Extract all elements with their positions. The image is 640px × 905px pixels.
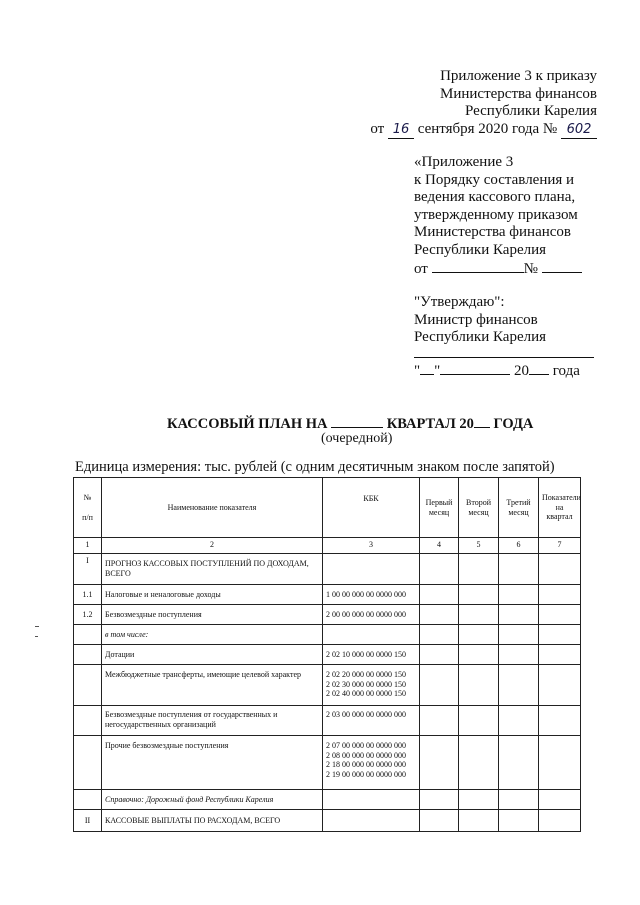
- row-month2: [459, 736, 499, 790]
- approval-year-prefix: 20: [514, 363, 529, 379]
- appendix-line: Министерства финансов: [440, 85, 597, 102]
- row-month3: [499, 605, 539, 625]
- row-quarter: [539, 790, 581, 810]
- row-quarter: [539, 605, 581, 625]
- row-name: Безвозмездные поступления: [102, 605, 323, 625]
- row-month1: [420, 706, 459, 736]
- row-kbk-code: 2 03 00 000 00 0000 000: [323, 706, 420, 736]
- scan-mark: [35, 636, 38, 637]
- order-date-middle: сентября 2020 года №: [417, 120, 558, 137]
- row-month2: [459, 585, 499, 605]
- row-quarter: [539, 625, 581, 645]
- header-kbk: КБК: [323, 478, 420, 538]
- signature-line: [414, 357, 594, 358]
- row-month2: [459, 554, 499, 585]
- procedure-number-sign: №: [523, 261, 538, 277]
- column-number: 5: [459, 538, 499, 554]
- procedure-date-line: [414, 259, 582, 279]
- row-quarter: [539, 810, 581, 832]
- row-kbk-code: 2 02 30 000 00 0000 150: [326, 679, 406, 689]
- row-month2: [459, 665, 499, 706]
- header-month3: Третий месяц: [499, 478, 539, 538]
- row-number: [74, 736, 102, 790]
- row-number: [74, 665, 102, 706]
- row-kbk: [323, 790, 420, 810]
- procedure-line: утвержденному приказом: [414, 206, 578, 223]
- table-row: [74, 645, 581, 665]
- row-month2: [459, 810, 499, 832]
- procedure-date-prefix: от: [414, 261, 428, 277]
- row-name: КАССОВЫЕ ВЫПЛАТЫ ПО РАСХОДАМ, ВСЕГО: [102, 810, 323, 832]
- row-month1: [420, 585, 459, 605]
- column-number: 3: [323, 538, 420, 554]
- row-month1: [420, 645, 459, 665]
- row-month3: [499, 736, 539, 790]
- approval-year-blank: [529, 361, 549, 375]
- row-month1: [420, 665, 459, 706]
- row-name: Безвозмездные поступления от государственных и негосударственных организаций: [102, 706, 323, 736]
- procedure-line: ведения кассового плана,: [414, 189, 576, 205]
- row-month3: [499, 790, 539, 810]
- approval-line: Республики Карелия: [414, 329, 547, 345]
- row-month3: [499, 645, 539, 665]
- approval-date-line: [414, 361, 580, 381]
- approval-quote-close: ": [434, 363, 441, 379]
- procedure-line: к Порядку составления и: [414, 171, 575, 188]
- table-row: [74, 665, 581, 706]
- procedure-number-blank: [542, 259, 582, 273]
- document-subtitle: (очередной): [321, 431, 393, 446]
- header-number-sign: №: [83, 493, 92, 502]
- row-name: Налоговые и неналоговые доходы: [102, 585, 323, 605]
- row-kbk: [323, 736, 420, 790]
- header-number: [74, 478, 102, 538]
- row-name: Межбюджетные трансферты, имеющие целевой характер: [102, 665, 323, 706]
- row-name: ПРОГНОЗ КАССОВЫХ ПОСТУПЛЕНИЙ ПО ДОХОДАМ, ВСЕГО: [102, 554, 323, 585]
- row-month1: [420, 625, 459, 645]
- row-kbk-code: 2 07 00 000 00 0000 000: [326, 741, 406, 750]
- row-month2: [459, 625, 499, 645]
- row-month2: [459, 605, 499, 625]
- row-kbk-code: 2 08 00 000 00 0000 000: [326, 750, 406, 760]
- column-number: 2: [102, 538, 323, 554]
- table-row: [74, 810, 581, 832]
- procedure-line: Республики Карелия: [414, 241, 547, 258]
- row-number: I: [74, 554, 102, 585]
- row-quarter: [539, 665, 581, 706]
- row-number: [74, 706, 102, 736]
- column-number: 4: [420, 538, 459, 554]
- procedure-reference: [414, 154, 582, 279]
- title-part: ГОДА: [493, 416, 534, 432]
- table-row: [74, 790, 581, 810]
- row-kbk-code: 2 00 00 000 00 0000 000: [323, 605, 420, 625]
- cash-plan-table: [73, 477, 581, 832]
- row-month1: [420, 605, 459, 625]
- row-month3: [499, 625, 539, 645]
- procedure-date-blank: [432, 259, 524, 273]
- units-of-measure: Единица измерения: тыс. рублей (с одним десятичным знаком после запятой): [75, 459, 555, 475]
- row-month3: [499, 554, 539, 585]
- table-row: [74, 585, 581, 605]
- row-name: в том числе:: [102, 625, 323, 645]
- row-month1: [420, 790, 459, 810]
- approval-month-blank: [440, 361, 510, 375]
- title-part: КВАРТАЛ 20: [386, 416, 474, 432]
- row-kbk: [323, 665, 420, 706]
- order-date-prefix: от: [370, 120, 385, 137]
- row-month3: [499, 585, 539, 605]
- approval-block: [414, 294, 546, 347]
- header-name: Наименование показателя: [102, 478, 323, 538]
- row-month2: [459, 645, 499, 665]
- row-number: II: [74, 810, 102, 832]
- row-month2: [459, 706, 499, 736]
- table-row: [74, 736, 581, 790]
- row-number: [74, 790, 102, 810]
- column-number: 1: [74, 538, 102, 554]
- row-name: Справочно: Дорожный фонд Республики Карелия: [102, 790, 323, 810]
- row-month1: [420, 736, 459, 790]
- row-kbk-code: 2 19 00 000 00 0000 000: [326, 769, 406, 779]
- row-month1: [420, 554, 459, 585]
- row-quarter: [539, 585, 581, 605]
- row-quarter: [539, 736, 581, 790]
- row-number: 1.2: [74, 605, 102, 625]
- row-kbk-code: 2 02 20 000 00 0000 150: [326, 670, 406, 679]
- row-name: Прочие безвозмездные поступления: [102, 736, 323, 790]
- row-number: [74, 645, 102, 665]
- row-quarter: [539, 645, 581, 665]
- header-month2: Второй месяц: [459, 478, 499, 538]
- approval-day-blank: [420, 361, 434, 375]
- title-part: КАССОВЫЙ ПЛАН НА: [167, 416, 328, 432]
- row-month3: [499, 810, 539, 832]
- title-year-blank: [474, 414, 490, 428]
- order-date-line: [370, 121, 597, 140]
- header-quarter: Показатели на квартал: [539, 478, 581, 538]
- row-month3: [499, 706, 539, 736]
- row-month2: [459, 790, 499, 810]
- row-kbk: [323, 810, 420, 832]
- appendix-header: [370, 68, 597, 139]
- header-number-pp: п/п: [82, 512, 93, 522]
- row-kbk-code: 2 02 10 000 00 0000 150: [323, 645, 420, 665]
- row-kbk-code: 2 18 00 000 00 0000 000: [326, 760, 406, 769]
- column-number-row: [74, 538, 581, 554]
- row-kbk: [323, 554, 420, 585]
- table-header-row: [74, 478, 581, 538]
- table-row: [74, 554, 581, 585]
- column-number: 6: [499, 538, 539, 554]
- row-quarter: [539, 554, 581, 585]
- row-kbk: [323, 625, 420, 645]
- row-month1: [420, 810, 459, 832]
- row-quarter: [539, 706, 581, 736]
- row-kbk-code: 2 02 40 000 00 0000 150: [326, 689, 406, 698]
- approval-line: Министр финансов: [414, 311, 538, 328]
- row-kbk-code: 1 00 00 000 00 0000 000: [323, 585, 420, 605]
- scan-mark: [35, 626, 39, 627]
- procedure-line: Министерства финансов: [414, 224, 571, 240]
- appendix-line: Приложение 3 к приказу: [440, 68, 597, 84]
- approval-quote-open: ": [414, 363, 421, 379]
- procedure-line: «Приложение 3: [414, 154, 514, 170]
- row-number: [74, 625, 102, 645]
- approval-line: "Утверждаю":: [414, 294, 505, 310]
- row-name: Дотации: [102, 645, 323, 665]
- row-number: 1.1: [74, 585, 102, 605]
- appendix-line: Республики Карелия: [464, 103, 597, 119]
- title-quarter-blank: [331, 414, 383, 428]
- row-month3: [499, 665, 539, 706]
- approval-year-suffix: года: [552, 363, 580, 379]
- table-row: [74, 706, 581, 736]
- order-number-handwritten: 602: [561, 121, 597, 140]
- header-month1: Первый месяц: [420, 478, 459, 538]
- order-day-handwritten: 16: [388, 121, 414, 140]
- table-row: [74, 605, 581, 625]
- table-row: [74, 625, 581, 645]
- column-number: 7: [539, 538, 581, 554]
